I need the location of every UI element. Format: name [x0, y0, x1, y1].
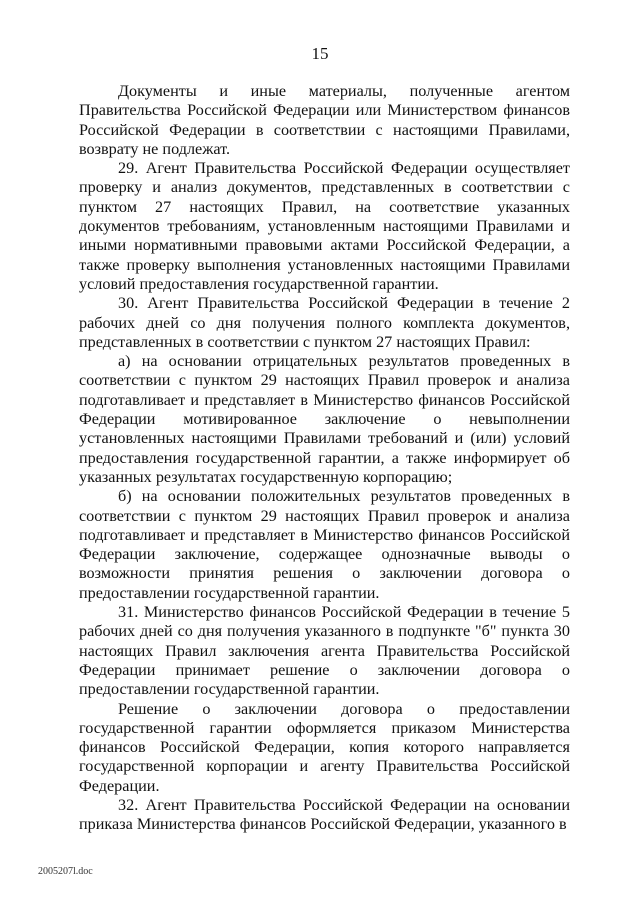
paragraph-29: 29. Агент Правительства Российской Федерации осуществляет проверку и анализ документов, представленных в соответствии с пунктом 27 настоящих Правил, на соответствие указанных документов требованиям, установленным настоящими Правилами и иными нормативными правовыми актами Российской Федерации, а также проверку выполнения установленных настоящими Правилами условий предоставления государственной гарантии. — [79, 159, 570, 293]
paragraph-31-decision: Решение о заключении договора о предоставлении государственной гарантии оформляется приказом Министерства финансов Российской Федерации, копия которого направляется государственной корпорации и агенту Правительства Российской Федерации. — [79, 699, 570, 795]
paragraph-30-b: б) на основании положительных результатов проведенных в соответствии с пунктом 29 настоящих Правил проверок и анализа подготавливает и представляет в Министерство финансов Российской Федерации заключение, содержащее однозначные выводы о возможности принятия решения о заключении договора о предоставлении государственной гарантии. — [79, 487, 570, 602]
paragraph-30: 30. Агент Правительства Российской Федерации в течение 2 рабочих дней со дня получения полного комплекта документов, представленных в соответствии с пунктом 27 настоящих Правил: — [79, 294, 570, 351]
paragraph-30-a: а) на основании отрицательных результатов проведенных в соответствии с пунктом 29 настоящих Правил проверок и анализа подготавливает и представляет в Министерство финансов Российской Федерации мотивированное заключение о невыполнении установленных настоящими Правилами требований и (или) условий предоставления государственной гарантии, а также информирует об указанных результатах государственную корпорацию; — [79, 352, 570, 486]
paragraph-31: 31. Министерство финансов Российской Федерации в течение 5 рабочих дней со дня получения указанного в подпункте "б" пункта 30 настоящих Правил заключения агента Правительства Российской Федерации принимает решение о заключении договора о предоставлении государственной гарантии. — [79, 603, 570, 699]
page-number: 15 — [311, 44, 329, 63]
document-body — [79, 82, 570, 835]
paragraph-32: 32. Агент Правительства Российской Федерации на основании приказа Министерства финансов Российской Федерации, указанного в — [79, 795, 570, 834]
paragraph-documents-not-returned: Документы и иные материалы, полученные агентом Правительства Российской Федерации или Министерством финансов Российской Федерации в соответствии с настоящими Правилами, возврату не подлежат. — [79, 82, 570, 158]
footer-filename: 2005207l.doc — [38, 866, 93, 877]
